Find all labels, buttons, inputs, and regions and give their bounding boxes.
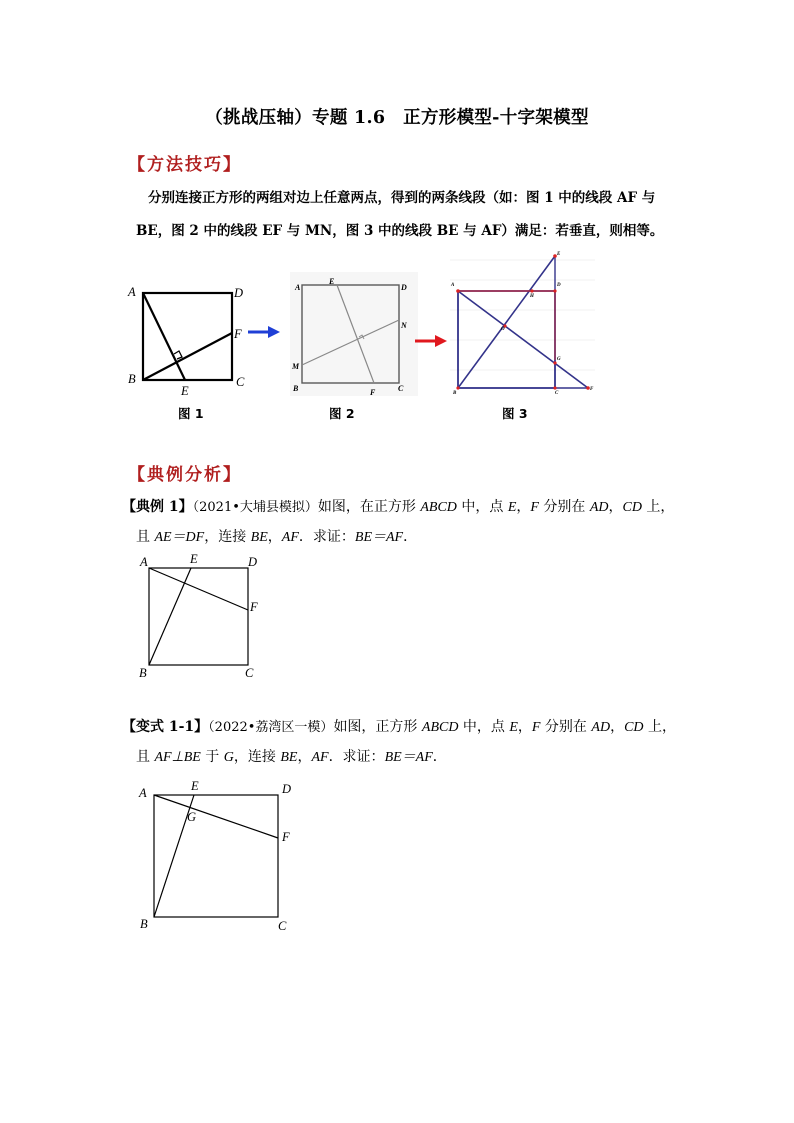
text-span: ， — [610, 719, 625, 735]
fig1-label-b: B — [128, 372, 136, 386]
page-title: （挑战压轴）专题 1.6 正方形模型-十字架模型 — [205, 108, 589, 128]
text-span: ．求证： — [298, 529, 355, 545]
ex1-label-c: C — [245, 666, 254, 680]
figure-2-diagram — [280, 270, 420, 400]
ex1-label-a: A — [140, 555, 148, 569]
arrow-right-icon — [246, 325, 282, 339]
math-span: BE＝AF — [354, 530, 404, 545]
method-heading: 【方法技巧】 — [128, 155, 242, 175]
fig1-label-d: D — [234, 286, 244, 300]
text-span: 分别在 — [538, 499, 590, 515]
fig2-label-b: B — [293, 384, 299, 393]
example1-text-line1 — [122, 497, 674, 518]
math-span: CD — [622, 500, 642, 515]
example1-text-line2 — [136, 527, 417, 548]
fig3-label-f: F — [590, 387, 594, 392]
var1-label-a: A — [139, 786, 147, 800]
text-span: 分别在 — [540, 719, 592, 735]
ex1-label-b: B — [139, 666, 147, 680]
text-span: 上， — [641, 499, 675, 515]
text-span: 如图，正方形 — [333, 719, 422, 735]
analysis-heading: 【典例分析】 — [128, 465, 242, 485]
fig2-label-d: D — [401, 283, 407, 292]
fig2-label-a: A — [295, 283, 301, 292]
text-span: ， — [517, 719, 532, 735]
fig1-label-c: C — [236, 375, 245, 389]
math-span: BE — [280, 750, 298, 765]
math-span: E — [507, 500, 517, 515]
example1-diagram — [140, 560, 260, 670]
fig2-label-e: E — [329, 277, 335, 286]
method-text-line1: 分别连接正方形的两组对边上任意两点，得到的两条线段（如：图 1 中的线段 AF 与 — [148, 190, 656, 206]
math-span: ABCD — [421, 720, 459, 735]
math-span: ABCD — [420, 500, 457, 515]
math-span: AD — [591, 720, 611, 735]
text-span: 且 — [136, 529, 155, 545]
fig3-label-d: D — [557, 283, 561, 288]
ex1-label-d: D — [248, 555, 258, 569]
fig3-label-a: A — [451, 283, 455, 288]
text-span: 且 — [136, 749, 155, 765]
fig3-label-o: O — [501, 327, 505, 332]
fig2-label-f: F — [370, 388, 376, 397]
text-span: ， — [608, 499, 623, 515]
math-span: BE — [250, 530, 268, 545]
text-span: 上， — [643, 719, 676, 735]
text-span: 中，点 — [458, 719, 510, 735]
figure-3-diagram — [445, 250, 600, 400]
arrow-right-icon — [413, 334, 449, 348]
fig3-label-c: C — [555, 391, 559, 396]
math-span: AF⊥BE — [154, 750, 201, 765]
figure-1-diagram — [120, 280, 250, 390]
math-span: F — [530, 500, 539, 515]
fig3-label-b: B — [453, 391, 457, 396]
math-span: AD — [589, 500, 609, 515]
text-span: ，连接 — [233, 749, 281, 765]
text-span: 于 — [200, 749, 224, 765]
var1-label-g: G — [187, 810, 197, 824]
ex1-label-e: E — [190, 552, 198, 566]
fig3-caption: 图 3 — [502, 406, 528, 421]
fig1-label-e: E — [181, 384, 189, 398]
math-span: G — [223, 750, 234, 765]
variant1-diagram — [145, 785, 285, 925]
text-span: ， — [297, 749, 312, 765]
math-span: CD — [624, 720, 644, 735]
fig3-label-g: G — [557, 357, 561, 362]
method-text-line2: BE，图 2 中的线段 EF 与 MN，图 3 中的线段 BE 与 AF）满足：若垂直，则相等。 — [136, 223, 664, 239]
fig3-label-e: E — [557, 252, 561, 257]
var1-label-b: B — [140, 917, 148, 931]
math-span: BE＝AF — [384, 750, 433, 765]
fig1-label-f: F — [234, 327, 242, 341]
text-span: ， — [516, 499, 531, 515]
fig1-label-a: A — [128, 285, 136, 299]
math-span: AF — [311, 750, 329, 765]
example1-source: （2021•大埔县模拟） — [192, 500, 318, 515]
text-span: 中，点 — [456, 499, 508, 515]
text-span: ． — [432, 749, 447, 765]
text-span: 如图，在正方形 — [317, 499, 421, 515]
variant1-tag: 【变式 1-1】 — [122, 719, 209, 735]
variant1-text-line1 — [122, 717, 676, 738]
fig2-label-n: N — [401, 321, 407, 330]
text-span: ．求证： — [328, 749, 385, 765]
fig2-caption: 图 2 — [329, 406, 355, 421]
text-span: ， — [267, 529, 282, 545]
var1-label-c: C — [278, 919, 287, 933]
math-span: AF — [281, 530, 299, 545]
math-span: E — [509, 720, 518, 735]
example1-tag: 【典例 1】 — [122, 499, 193, 515]
var1-label-f: F — [282, 830, 290, 844]
fig3-label-h: H — [530, 294, 534, 299]
math-span: F — [531, 720, 541, 735]
ex1-label-f: F — [250, 600, 258, 614]
fig2-label-c: C — [398, 384, 404, 393]
var1-label-d: D — [282, 782, 292, 796]
fig1-caption: 图 1 — [178, 406, 204, 421]
fig2-label-m: M — [292, 362, 300, 371]
var1-label-e: E — [191, 779, 199, 793]
variant1-text-line2 — [136, 747, 447, 768]
variant1-source: （2022•荔湾区一模） — [208, 720, 334, 735]
math-span: AE＝DF — [154, 530, 205, 545]
text-span: ． — [403, 529, 418, 545]
text-span: ，连接 — [204, 529, 251, 545]
